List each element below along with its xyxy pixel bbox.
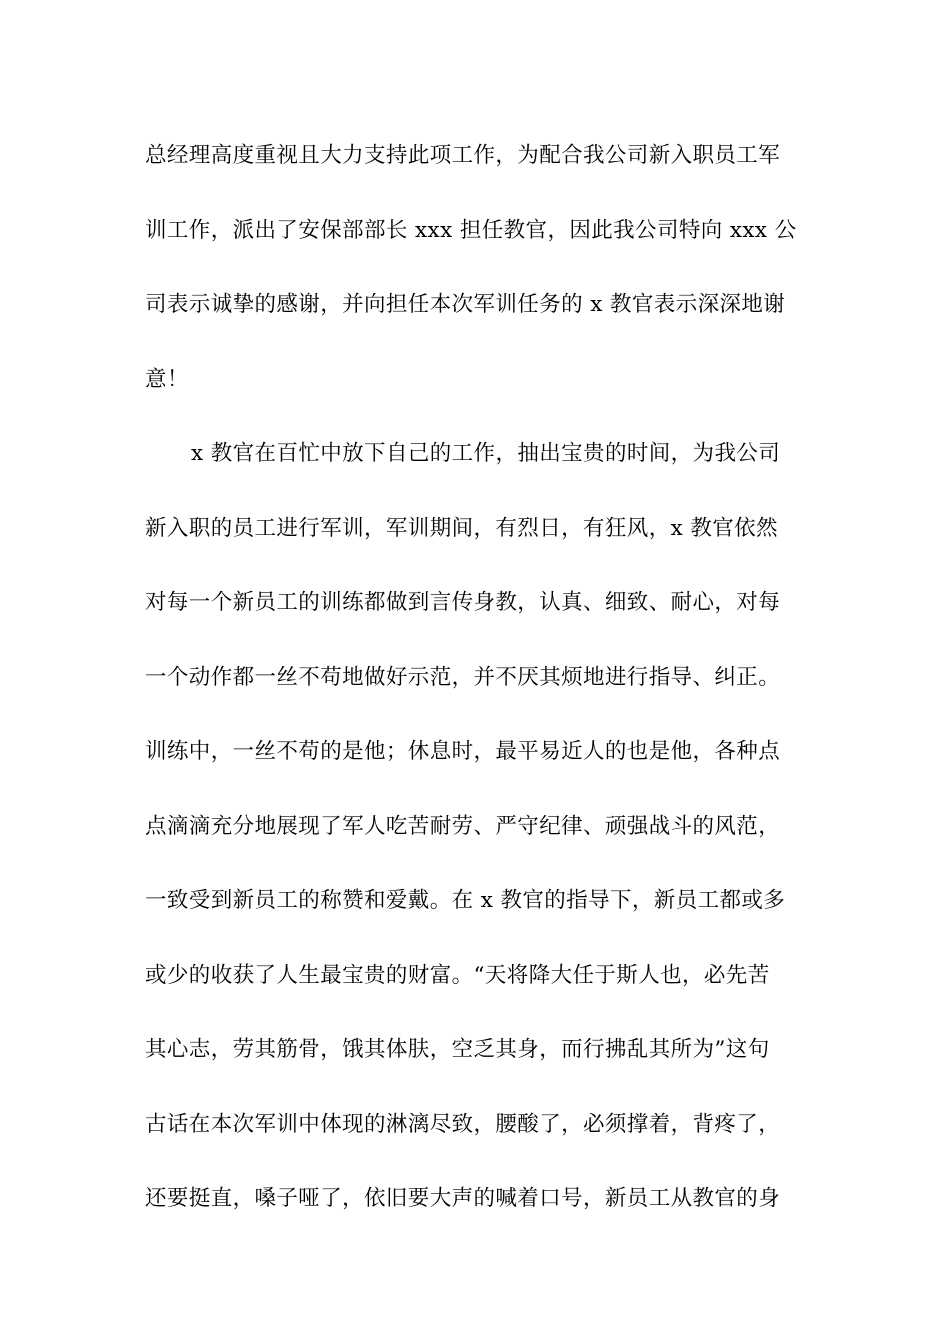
- paragraph-first-line: x 教官在百忙中放下自己的工作，抽出宝贵的时间，为我公司: [191, 441, 781, 466]
- document-body: [145, 132, 810, 1250]
- paragraph-line: 总经理高度重视且大力支持此项工作，为配合我公司新入职员工军: [145, 143, 781, 168]
- paragraph-line: 其心志，劳其筋骨，饿其体肤，空乏其身，而行拂乱其所为”这句: [145, 1037, 770, 1062]
- paragraph-line: 点滴滴充分地展现了军人吃苦耐劳、严守纪律、顽强战斗的风范，: [145, 813, 781, 839]
- paragraph-line: 或少的收获了人生最宝贵的财富。“天将降大任于斯人也，必先苦: [145, 962, 770, 988]
- paragraph-line: 对每一个新员工的训练都做到言传身教，认真、细致、耐心，对每: [145, 590, 781, 615]
- paragraph-line: 古话在本次军训中体现的淋漓尽致，腰酸了，必须撑着，背疼了，: [145, 1111, 781, 1137]
- paragraph-line: 司表示诚挚的感谢，并向担任本次军训任务的 x 教官表示深深地谢: [145, 292, 786, 317]
- paragraph-line: 一个动作都一丝不苟地做好示范，并不厌其烦地进行指导、纠正。: [145, 664, 781, 690]
- paragraph-line: 新入职的员工进行军训，军训期间，有烈日，有狂风，x 教官依然: [145, 515, 778, 541]
- paragraph-line: 意！: [145, 366, 189, 392]
- paragraph-line: 训练中，一丝不苟的是他；休息时，最平易近人的也是他，各种点: [145, 739, 781, 764]
- paragraph-line: 训工作，派出了安保部部长 xxx 担任教官，因此我公司特向 xxx 公: [145, 217, 797, 243]
- paragraph-line: 还要挺直，嗓子哑了，依旧要大声的喊着口号，新员工从教官的身: [145, 1186, 781, 1211]
- paragraph-line: 一致受到新员工的称赞和爱戴。在 x 教官的指导下，新员工都或多: [145, 888, 786, 913]
- paragraph-2: [145, 430, 810, 1250]
- paragraph-1: [145, 132, 810, 430]
